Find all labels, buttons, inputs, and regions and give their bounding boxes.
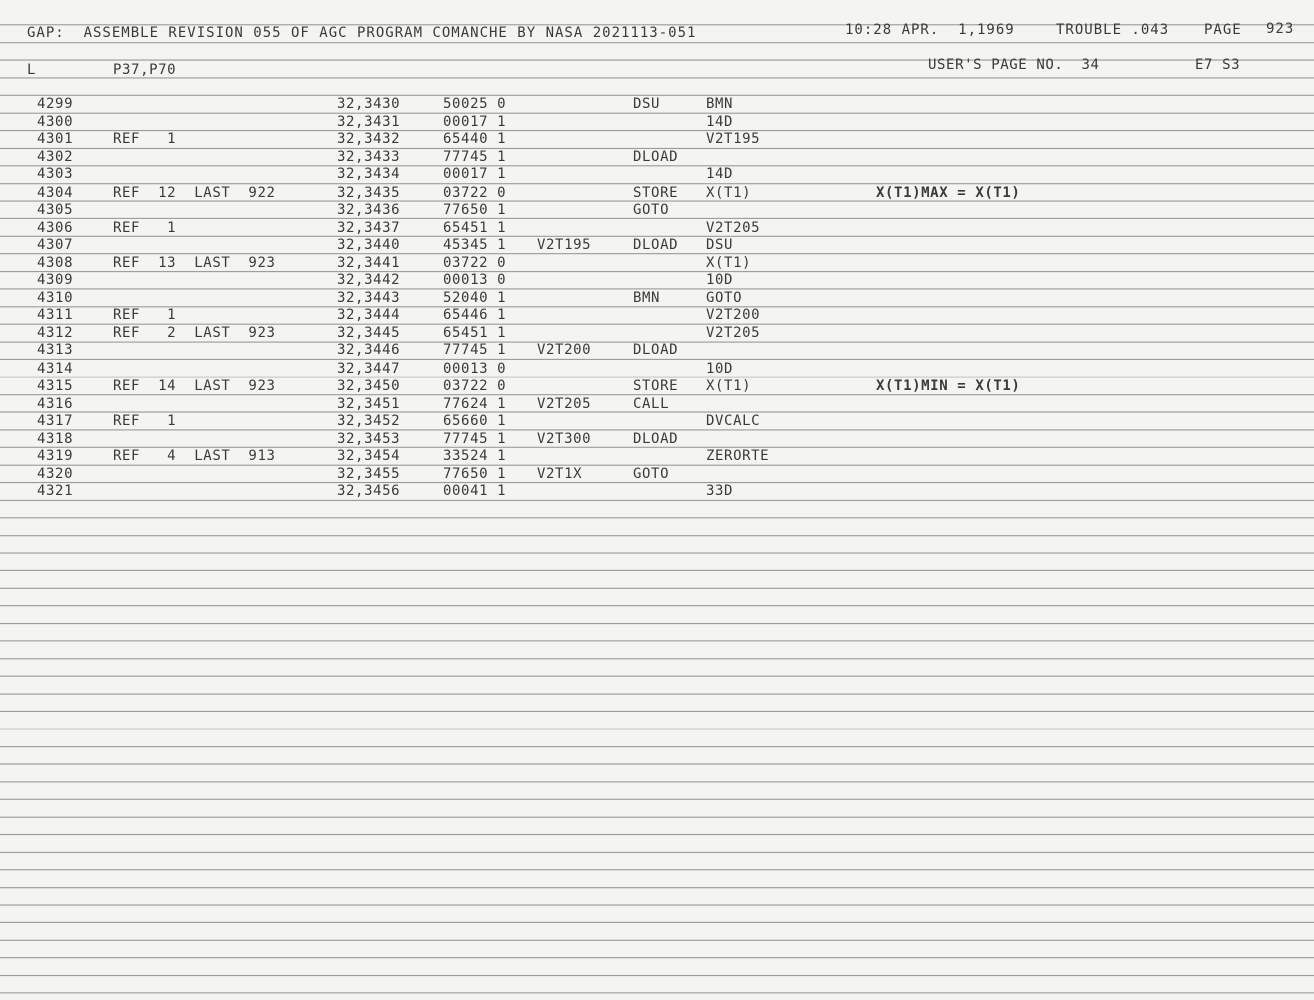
address: 32,3434 xyxy=(337,166,401,183)
line-number: 4321 xyxy=(37,483,74,500)
octal-word: 77650 1 xyxy=(443,466,507,483)
address: 32,3450 xyxy=(337,377,401,394)
line-number: 4306 xyxy=(37,219,74,236)
octal-word: 65451 1 xyxy=(443,219,507,236)
address: 32,3435 xyxy=(337,184,401,201)
address: 32,3432 xyxy=(337,131,401,148)
label: V2T195 xyxy=(537,236,592,253)
line-number: 4314 xyxy=(37,360,74,377)
opcode: GOTO xyxy=(633,201,670,218)
label: V2T300 xyxy=(537,430,592,447)
operand: V2T205 xyxy=(706,219,761,236)
ref-info: REF 12 LAST 922 xyxy=(113,184,276,201)
address: 32,3441 xyxy=(337,254,401,271)
address: 32,3454 xyxy=(337,448,401,464)
subheader-programs: P37,P70 xyxy=(113,62,177,78)
address: 32,3455 xyxy=(337,466,401,483)
ref-info: REF 13 LAST 923 xyxy=(113,254,276,271)
operand: X(T1) xyxy=(706,377,752,394)
header-page-number: 923 xyxy=(1266,21,1295,37)
line-number: 4307 xyxy=(37,236,74,253)
octal-word: 77650 1 xyxy=(443,201,507,218)
line-number: 4319 xyxy=(37,448,74,464)
operand: X(T1) xyxy=(706,184,752,201)
ref-info: REF 1 xyxy=(113,131,177,148)
address: 32,3447 xyxy=(337,360,401,377)
line-number: 4312 xyxy=(37,325,74,342)
line-number: 4316 xyxy=(37,395,74,412)
address: 32,3433 xyxy=(337,149,401,166)
line-number: 4309 xyxy=(37,272,74,288)
comment: X(T1)MIN = X(T1) xyxy=(876,377,1021,394)
operand: 14D xyxy=(706,114,734,131)
octal-word: 77745 1 xyxy=(443,149,507,166)
label: V2T205 xyxy=(537,395,592,412)
ref-info: REF 4 LAST 913 xyxy=(113,448,276,464)
operand: X(T1) xyxy=(706,254,752,271)
operand: 10D xyxy=(706,360,734,377)
octal-word: 77745 1 xyxy=(443,430,507,447)
comment: X(T1)MAX = X(T1) xyxy=(876,184,1021,201)
line-number: 4304 xyxy=(37,184,74,201)
line-number: 4305 xyxy=(37,201,74,218)
operand: DVCALC xyxy=(706,412,761,429)
opcode: DLOAD xyxy=(633,149,679,166)
octal-word: 52040 1 xyxy=(443,290,507,307)
ref-info: REF 1 xyxy=(113,219,177,236)
address: 32,3437 xyxy=(337,219,401,236)
octal-word: 50025 0 xyxy=(443,96,507,112)
octal-word: 03722 0 xyxy=(443,377,507,394)
address: 32,3451 xyxy=(337,395,401,412)
address: 32,3446 xyxy=(337,342,401,359)
octal-word: 00013 0 xyxy=(443,272,507,288)
operand: 33D xyxy=(706,483,734,500)
operand: 14D xyxy=(706,166,734,183)
octal-word: 77745 1 xyxy=(443,342,507,359)
subheader-users-page: USER'S PAGE NO. 34 xyxy=(928,57,1100,73)
address: 32,3430 xyxy=(337,96,401,112)
opcode: STORE xyxy=(633,184,679,201)
operand: V2T200 xyxy=(706,307,761,324)
line-number: 4320 xyxy=(37,466,74,483)
operand: 10D xyxy=(706,272,734,288)
line-number: 4302 xyxy=(37,149,74,166)
octal-word: 03722 0 xyxy=(443,254,507,271)
line-number: 4317 xyxy=(37,412,74,429)
address: 32,3456 xyxy=(337,483,401,500)
opcode: DLOAD xyxy=(633,430,679,447)
opcode: GOTO xyxy=(633,466,670,483)
opcode: BMN xyxy=(633,290,661,307)
line-number: 4308 xyxy=(37,254,74,271)
octal-word: 00013 0 xyxy=(443,360,507,377)
address: 32,3453 xyxy=(337,430,401,447)
line-number: 4315 xyxy=(37,377,74,394)
octal-word: 65446 1 xyxy=(443,307,507,324)
label: V2T1X xyxy=(537,466,583,483)
octal-word: 77624 1 xyxy=(443,395,507,412)
operand: ZERORTE xyxy=(706,448,770,464)
octal-word: 33524 1 xyxy=(443,448,507,464)
address: 32,3436 xyxy=(337,201,401,218)
line-number: 4310 xyxy=(37,290,74,307)
octal-word: 00041 1 xyxy=(443,483,507,500)
operand: BMN xyxy=(706,96,734,112)
address: 32,3452 xyxy=(337,412,401,429)
octal-word: 03722 0 xyxy=(443,184,507,201)
opcode: DLOAD xyxy=(633,342,679,359)
line-number: 4301 xyxy=(37,131,74,148)
operand: V2T195 xyxy=(706,131,761,148)
opcode: DLOAD xyxy=(633,236,679,253)
line-number: 4313 xyxy=(37,342,74,359)
octal-word: 00017 1 xyxy=(443,166,507,183)
ref-info: REF 1 xyxy=(113,412,177,429)
ref-info: REF 2 LAST 923 xyxy=(113,325,276,342)
octal-word: 65451 1 xyxy=(443,325,507,342)
octal-word: 45345 1 xyxy=(443,236,507,253)
operand: V2T205 xyxy=(706,325,761,342)
address: 32,3445 xyxy=(337,325,401,342)
line-number: 4299 xyxy=(37,96,74,112)
address: 32,3440 xyxy=(337,236,401,253)
opcode: CALL xyxy=(633,395,670,412)
line-number: 4318 xyxy=(37,430,74,447)
opcode: DSU xyxy=(633,96,661,112)
ref-info: REF 1 xyxy=(113,307,177,324)
header-trouble: TROUBLE .043 xyxy=(1056,22,1170,38)
line-number: 4300 xyxy=(37,114,74,131)
address: 32,3444 xyxy=(337,307,401,324)
header-page-label: PAGE xyxy=(1204,22,1242,38)
label: V2T200 xyxy=(537,342,592,359)
line-number: 4311 xyxy=(37,307,74,324)
header-title: GAP: ASSEMBLE REVISION 055 OF AGC PROGRAM COMANCHE BY NASA 2021113-051 xyxy=(27,25,697,41)
line-number: 4303 xyxy=(37,166,74,183)
address: 32,3443 xyxy=(337,290,401,307)
header-timestamp: 10:28 APR. 1,1969 xyxy=(845,22,1015,38)
operand: DSU xyxy=(706,236,734,253)
opcode: STORE xyxy=(633,377,679,394)
subheader-l: L xyxy=(27,62,37,78)
octal-word: 65440 1 xyxy=(443,131,507,148)
operand: GOTO xyxy=(706,290,743,307)
address: 32,3431 xyxy=(337,114,401,131)
ref-info: REF 14 LAST 923 xyxy=(113,377,276,394)
subheader-code: E7 S3 xyxy=(1195,57,1241,73)
octal-word: 00017 1 xyxy=(443,114,507,131)
address: 32,3442 xyxy=(337,272,401,288)
octal-word: 65660 1 xyxy=(443,412,507,429)
